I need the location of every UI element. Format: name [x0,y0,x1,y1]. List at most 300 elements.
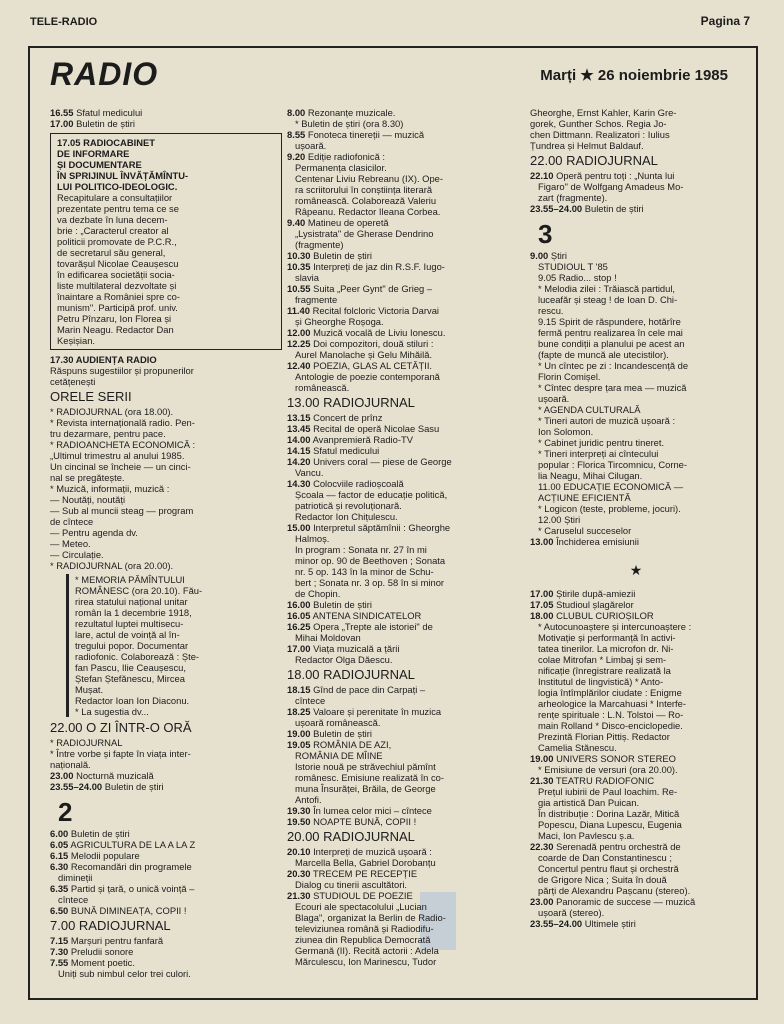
program-entry [530,863,742,874]
program-entry [530,181,742,192]
section-heading: ORELE SERII [50,389,132,404]
program-title: Antofi. [295,794,322,805]
program-entry [287,217,523,228]
program-title: Știri [550,250,568,261]
program-title: ușoară (stereo). [538,907,605,918]
program-title: Operă pentru toți : „Nunta lui [556,170,675,181]
program-title: Maci, Ion Pavlescu ș.a. [538,830,635,841]
program-entry [530,588,742,599]
program-title: gia artistică Dan Puican. [538,797,640,808]
program-entry [287,599,523,610]
program-entry [287,423,523,434]
program-entry [530,896,742,907]
program-time: 18.00 [530,610,554,621]
program-title: românească. Colaborează Valeriu [295,195,437,206]
program-title: * Logicon (teste, probleme, jocuri). [538,503,681,514]
program-title: Germană (II). Recită actorii : Adela [295,945,439,956]
program-list [530,170,742,214]
program-entry [287,239,523,250]
program-title: * Melodia zilei : Trăiască partidul, [538,283,676,294]
program-entry [287,923,523,934]
program-title: de Chopin. [295,588,341,599]
program-title: „Lysistrata" de Gherase Dendrino [295,228,434,239]
program-entry [287,610,523,621]
program-entry [530,709,742,720]
program-entry [530,338,742,349]
program-time: 8.55 [287,129,306,140]
program-title: rențe spirituale : L.N. Tolstoi — Ro- [538,709,684,720]
program-title: Prețul iubirii de Paul Ioachim. Re- [538,786,678,797]
section-heading: 7.00 RADIOJURNAL [50,918,171,933]
text-line: Marin Neagu. Redactor Dan [57,324,174,335]
audienta-block [50,354,282,387]
text-line: ROMÂNESC (ora 20.10). Fău- [75,585,203,596]
program-time: 14.30 [287,478,311,489]
program-entry [530,203,742,214]
page-number: Pagina 7 [700,14,750,28]
program-entry [530,349,742,360]
program-title: (fragmente) [295,239,344,250]
program-title: Colocviile radioșcoală [313,478,404,489]
program-title: Blaga", organizat la Berlin de Radio- [295,912,446,923]
program-entry [530,918,742,929]
text-line: Răspuns sugestiilor și propunerilor [50,365,194,376]
program-title: Preludii sonore [70,946,134,957]
program-title: Popescu, Diana Lupescu, Eugenia [538,819,682,830]
program-title: Interpreți de jaz din R.S.F. Iugo- [313,261,445,272]
program-title: Mărculescu, Ion Marinescu, Tudor [295,956,437,967]
program-time: 17.00 [287,643,311,654]
text-line: * Între vorbe și fapte în viața inter- [50,748,191,759]
section-heading: 22.00 RADIOJURNAL [530,153,658,168]
program-title: fragmente [295,294,338,305]
program-entry [50,770,282,781]
program-time: 16.05 [287,610,311,621]
program-title: ușoară. [295,140,327,151]
program-title: Concertul pentru flaut și orchestră [538,863,679,874]
program-entry [287,272,523,283]
text-line: nal se pregătește. [50,472,125,483]
memoria-block [66,574,282,717]
program-time: 16.25 [287,621,311,632]
program-entry [287,305,523,316]
program-title: Recital de operă Nicolae Sasu [313,423,440,434]
program-time: 16.00 [287,599,311,610]
program-title: Recital folcloric Victoria Darvai [312,305,439,316]
program-time: 18.15 [287,684,311,695]
program-title: ACȚIUNE EFICIENTĂ [538,492,631,503]
program-entry [530,665,742,676]
program-title: luceafăr și steag ! de Ioan D. Chi- [538,294,678,305]
program-list [50,107,282,129]
text-line: rezultatul luptei multisecu- [75,618,184,629]
program-title: cîntece [58,894,89,905]
program-time: 6.50 [50,905,69,916]
program-entry [287,349,523,360]
program-entry [287,816,523,827]
text-line: — Pentru agenda dv. [50,527,138,538]
program-entry [530,874,742,885]
program-title: muna Însurăței, Brăila, de George [295,783,436,794]
program-time: 22.10 [530,170,554,181]
program-time: 17.00 [530,588,554,599]
program-entry [530,371,742,382]
section-heading: 22.00 O ZI ÎNTR-O ORĂ [50,720,192,735]
program-title: Figaro" de Wolfgang Amadeus Mo- [538,181,684,192]
program-title: Valoare și perenitate în muzica [313,706,442,717]
program-title: zart (fragmente). [538,192,608,203]
program-title: NOAPTE BUNĂ, COPII ! [313,816,417,827]
text-line: „Ultimul trimestru al anului 1985. [50,450,185,461]
column-3 [530,107,742,929]
program-title: rescu. [538,305,564,316]
program-entry [287,695,523,706]
program-entry [287,739,523,750]
text-line: 17.30 AUDIENȚA RADIO [50,354,157,365]
program-time: 19.05 [287,739,311,750]
program-title: ușoară românească. [295,717,381,728]
program-entry [530,698,742,709]
program-title: Motivație și performanță în activi- [538,632,676,643]
program-entry [287,794,523,805]
program-entry [287,577,523,588]
program-entry [287,783,523,794]
program-title: nificație (înregistrare realizată la [538,665,671,676]
text-line: liste multilateral dezvoltate și [57,280,177,291]
program-title: 12.00 Știri [538,514,581,525]
program-time: 7.30 [50,946,69,957]
text-line: — Sub al muncii steag — program [50,505,194,516]
program-time: 6.15 [50,850,69,861]
program-title: Marșuri pentru fanfară [70,935,164,946]
program-entry [530,632,742,643]
program-time: 10.55 [287,283,311,294]
program-entry [287,456,523,467]
program-entry [530,808,742,819]
program-entry [530,426,742,437]
program-entry [530,294,742,305]
text-line: prezentate pentru tema ce se [57,203,179,214]
program-time: 14.15 [287,445,311,456]
program-entry [287,360,523,371]
program-title: arheologice la Marcahuasi * Interfe- [538,698,686,709]
program-entry [287,129,523,140]
text-line: * RADIOJURNAL (ora 20.00). [50,560,174,571]
program-entry [50,894,282,905]
program-title: BUNĂ DIMINEAȚA, COPII ! [70,905,187,916]
ozi-list [50,737,282,770]
program-entry [287,566,523,577]
program-entry [530,525,742,536]
program-entry [287,912,523,923]
program-title: Studioul șlagărelor [556,599,634,610]
left-header: TELE-RADIO [30,16,98,28]
program-title: Moment poetic. [70,957,135,968]
program-title: nr. 5 op. 143 în la minor de Schu- [295,566,434,577]
text-line: de cîntece [50,516,94,527]
program-title: * Autocunoaștere și intercunoaștere : [538,621,692,632]
program-title: Școala — factor de educație politică, [295,489,448,500]
program-title: Istorie nouă pe străvechiul pămînt [295,761,436,772]
program-entry [530,720,742,731]
program-title: Antologie de poezie contemporană [295,371,440,382]
program-entry [287,478,523,489]
program-entry [530,687,742,698]
program-entry [530,272,742,283]
program-title: Buletin de știri [70,828,130,839]
program-entry [287,555,523,566]
program-title: 9.15 Spirit de răspundere, hotărîre [538,316,681,327]
program-title: ROMÂNIA DE AZI, [313,739,392,750]
program-title: fermă pentru realizarea în cele mai [538,327,683,338]
program-title: Partid și țară, o unică voință – [70,883,195,894]
program-title: STUDIOUL DE POEZIE [313,890,413,901]
program-time: 23.55–24.00 [530,203,583,214]
program-title: 9.05 Radio... stop ! [538,272,617,283]
program-entry [530,610,742,621]
text-line: tru dezarmare, pentru pace. [50,428,166,439]
text-line: Keșișian. [57,335,96,346]
program-entry [530,852,742,863]
program-title: românească. [295,382,350,393]
text-line: va dezbate în luna decem- [57,214,168,225]
program-title: * AGENDA CULTURALĂ [538,404,641,415]
program-entry [287,327,523,338]
program-time: 17.00 [50,118,74,129]
program-title: Fonoteca tinereții — muzică [307,129,425,140]
program-title: Serenadă pentru orchestră de [556,841,681,852]
program-time: 12.00 [287,327,311,338]
program-entry [287,717,523,728]
program-title: Recomandări din programele [70,861,192,872]
program-list [287,684,523,827]
program-entry [530,764,742,775]
program-time: 9.40 [287,217,306,228]
program-time: 7.15 [50,935,69,946]
program-title: Vancu. [295,467,324,478]
program-title: * Cîntec despre țara mea — muzică [538,382,687,393]
program-number: 2 [58,797,73,827]
column-1 [50,107,282,979]
program-entry [50,781,282,792]
program-title: * Buletin de știri (ora 8.30) [295,118,404,129]
program-title: coarde de Dan Constantinescu ; [538,852,672,863]
program-entry [287,371,523,382]
section-heading: 18.00 RADIOJURNAL [287,667,415,682]
program-entry [287,857,523,868]
program-entry [530,250,742,261]
program-entry [530,742,742,753]
program-title: Concert de prînz [313,412,383,423]
program-list [50,935,282,979]
program-list [530,588,742,929]
program-entry [530,643,742,654]
program-title: Buletin de știri [76,118,135,129]
program-title: dimineții [58,872,93,883]
program-title: tatea tinerilor. La microfon dr. Ni- [538,643,674,654]
program-title: Uniți sub nimbul celor trei culori. [58,968,191,979]
program-entry [287,434,523,445]
program-entry [530,536,742,547]
program-time: 16.55 [50,107,74,118]
program-entry [287,382,523,393]
text-line: român la 1 decembrie 1918, [75,607,192,618]
program-title: Gînd de pace din Carpați – [313,684,426,695]
program-title: Univers coral — piese de George [313,456,452,467]
text-line: Ștefan Ștefănescu, Mircea [75,673,185,684]
program-time: 20.30 [287,868,311,879]
program-entry [50,839,282,850]
program-time: 11.40 [287,305,310,316]
program-entry [287,805,523,816]
program-title: Panoramic de succese — muzică [556,896,696,907]
page-title: RADIO [50,56,159,92]
program-entry [50,905,282,916]
program-entry [530,797,742,808]
program-list [50,828,282,916]
program-entry [530,283,742,294]
text-line: rirea statului național unitar [75,596,188,607]
program-title: În lumea celor mici – cîntece [313,805,432,816]
program-title: bune condiții a planului pe acest an [538,338,685,349]
text-line: radiofonic. Colaborează : Ște- [75,651,200,662]
text-line: lare, actul de voință al în- [75,629,180,640]
program-entry [287,588,523,599]
program-entry [50,935,282,946]
program-entry [530,382,742,393]
program-title: * Emisiune de versuri (ora 20.00). [538,764,678,775]
program-list [530,250,742,547]
program-title: bert ; Sonata nr. 3 op. 58 în si minor [295,577,445,588]
program-entry [287,522,523,533]
program-entry [287,728,523,739]
program-entry [287,956,523,967]
text-line: * La sugestia dv... [75,706,149,717]
program-entry [530,841,742,852]
program-entry [287,467,523,478]
program-time: 19.30 [287,805,311,816]
program-entry [530,437,742,448]
program-title: 11.00 EDUCAȚIE ECONOMICĂ — [538,481,684,492]
section-heading: 20.00 RADIOJURNAL [287,829,415,844]
program-title: * Caruselul succeselor [538,525,632,536]
text-line: * RADIOJURNAL (ora 18.00). [50,406,174,417]
program-title: ziunea din Republica Democrată [295,934,431,945]
program-title: POEZIA, GLAS AL CETĂȚII. [313,360,433,371]
program-entry [287,643,523,654]
program-title: Mihai Moldovan [295,632,361,643]
program-title: patriotică și revoluționară. [295,500,402,511]
program-title: STUDIOUL T '85 [538,261,608,272]
program-entry [530,775,742,786]
text-line: fan Pascu, Ilie Ceaușescu, [75,662,186,673]
program-title: colae Mitrofan * Limbaj și sem- [538,654,667,665]
program-entry [287,162,523,173]
program-title: Interpretul săptămînii : Gheorghe [313,522,451,533]
program-entry [287,846,523,857]
text-line: gorek, Gunther Schos. Regia Jo- [530,118,667,129]
program-title: Viața muzicală a țării [313,643,400,654]
program-title: Rezonanțe muzicale. [307,107,396,118]
program-title: slavia [295,272,319,283]
program-title: main Rolland * Disco-enciclopedie. [538,720,683,731]
program-title: Halmoș. [295,533,330,544]
program-time: 6.00 [50,828,69,839]
text-line: — Noutăți, noutăți [50,494,126,505]
program-title: ANTENA SINDICATELOR [312,610,422,621]
program-title: Buletin de știri [313,250,372,261]
program-time: 8.00 [287,107,306,118]
program-entry [287,151,523,162]
program-entry [50,883,282,894]
program-entry [287,195,523,206]
program-title: Buletin de știri [313,728,372,739]
program-entry [50,850,282,861]
program-title: Ediție radiofonică : [307,151,385,162]
date-line: Marți ★ 26 noiembrie 1985 [540,67,728,84]
program-time: 12.40 [287,360,311,371]
program-entry [287,445,523,456]
program-entry [287,544,523,555]
program-entry [530,481,742,492]
program-title: minor op. 90 de Beethoven ; Sonata [295,555,446,566]
program-time: 23.00 [50,770,74,781]
program-title: Prezintă Florian Pittiș. Redactor [538,731,670,742]
section-heading: 13.00 RADIOJURNAL [287,395,415,410]
program-time: 7.55 [50,957,69,968]
program-title: Ion Solomon. [538,426,594,437]
program-title: și Gheorghe Roșoga. [295,316,384,327]
program-entry [287,338,523,349]
program-time: 6.05 [50,839,69,850]
program-entry [530,192,742,203]
program-title: TEATRU RADIOFONIC [555,775,655,786]
program-title: (fapte de muncă ale utecistilor). [538,349,669,360]
program-title: lia Neagu, Mihai Cilugan. [538,470,643,481]
program-time: 13.45 [287,423,311,434]
program-entry [287,934,523,945]
program-time: 21.30 [530,775,554,786]
program-entry [287,118,523,129]
program-entry [50,118,282,129]
program-entry [530,819,742,830]
program-title: cîntece [295,695,326,706]
text-line: — Circulație. [50,549,104,560]
program-entry [287,173,523,184]
program-title: Închiderea emisiunii [556,536,639,547]
program-time: 10.35 [287,261,311,272]
text-line: Petru Pînzaru, Ion Florea și [57,313,172,324]
text-line: de secretarul său general, [57,247,166,258]
program-entry [287,206,523,217]
text-line: munism". Participă prof. univ. [57,302,178,313]
text-line: națională. [50,759,91,770]
program-entry [287,283,523,294]
program-entry [530,503,742,514]
program-title: Buletin de știri [313,599,372,610]
program-title: Muzică vocală de Liviu Ionescu. [313,327,446,338]
program-entry [287,750,523,761]
program-entry [530,753,742,764]
program-title: Ultimele știri [584,918,636,929]
program-title: Interpreți de muzică ușoară : [313,846,432,857]
program-entry [530,885,742,896]
text-line: Recapitulare a consultațiilor [57,192,173,203]
text-line: * Revista internațională radio. Pen- [50,417,195,428]
program-entry [287,316,523,327]
program-entry [287,901,523,912]
program-entry [530,327,742,338]
